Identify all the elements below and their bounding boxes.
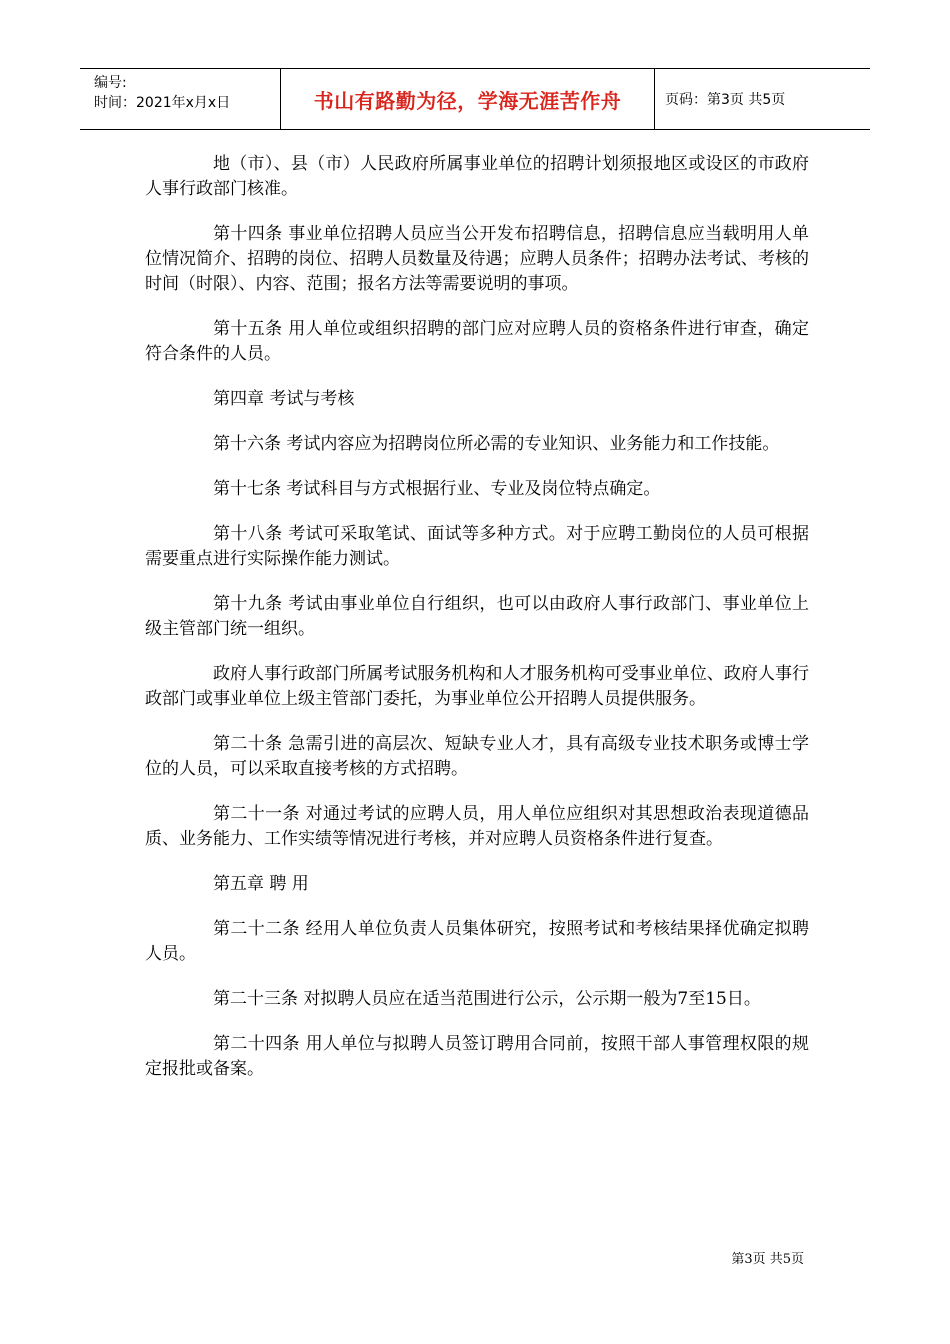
document-body (145, 152, 809, 1102)
chapter-heading: 第五章 聘 用 (213, 874, 309, 894)
paragraph: 第十四条 事业单位招聘人员应当公开发布招聘信息，招聘信息应当载明用人单位情况简介、招聘的岗位、招聘人员数量及待遇；应聘人员条件；招聘办法考试、考核的时间（时限）、内容、范围；报名方法等需要说明的事项。 (145, 224, 809, 294)
page-footer: 第3页 共5页 (731, 1252, 804, 1267)
header-page-number: 页码：第3页 共5页 (665, 92, 786, 108)
chapter-heading: 第四章 考试与考核 (213, 389, 355, 409)
paragraph: 第十九条 考试由事业单位自行组织，也可以由政府人事行政部门、事业单位上级主管部门统一组织。 (145, 594, 809, 639)
paragraph: 第十八条 考试可采取笔试、面试等多种方式。对于应聘工勤岗位的人员可根据需要重点进行实际操作能力测试。 (145, 524, 809, 569)
header-meta (80, 69, 281, 129)
page-header (80, 68, 870, 130)
paragraph: 第十七条 考试科目与方式根据行业、专业及岗位特点确定。 (213, 479, 661, 499)
document-time-label: 时间：2021年x月x日 (94, 95, 231, 111)
paragraph: 第二十条 急需引进的高层次、短缺专业人才，具有高级专业技术职务或博士学位的人员，可以采取直接考核的方式招聘。 (145, 734, 809, 779)
paragraph: 第二十三条 对拟聘人员应在适当范围进行公示，公示期一般为7至15日。 (213, 989, 761, 1009)
paragraph: 第二十一条 对通过考试的应聘人员，用人单位应组织对其思想政治表现道德品质、业务能力、工作实绩等情况进行考核，并对应聘人员资格条件进行复查。 (145, 804, 809, 849)
paragraph: 第十六条 考试内容应为招聘岗位所必需的专业知识、业务能力和工作技能。 (213, 434, 780, 454)
paragraph: 地（市）、县（市）人民政府所属事业单位的招聘计划须报地区或设区的市政府人事行政部门核准。 (145, 154, 809, 199)
paragraph: 第二十二条 经用人单位负责人员集体研究，按照考试和考核结果择优确定拟聘人员。 (145, 919, 809, 964)
paragraph: 政府人事行政部门所属考试服务机构和人才服务机构可受事业单位、政府人事行政部门或事业单位上级主管部门委托，为事业单位公开招聘人员提供服务。 (145, 664, 809, 709)
header-motto: 书山有路勤为径，学海无涯苦作舟 (281, 69, 655, 129)
paragraph: 第二十四条 用人单位与拟聘人员签订聘用合同前，按照干部人事管理权限的规定报批或备案。 (145, 1034, 809, 1079)
paragraph: 第十五条 用人单位或组织招聘的部门应对应聘人员的资格条件进行审查，确定符合条件的人员。 (145, 319, 809, 364)
document-number-label: 编号: (94, 75, 127, 91)
